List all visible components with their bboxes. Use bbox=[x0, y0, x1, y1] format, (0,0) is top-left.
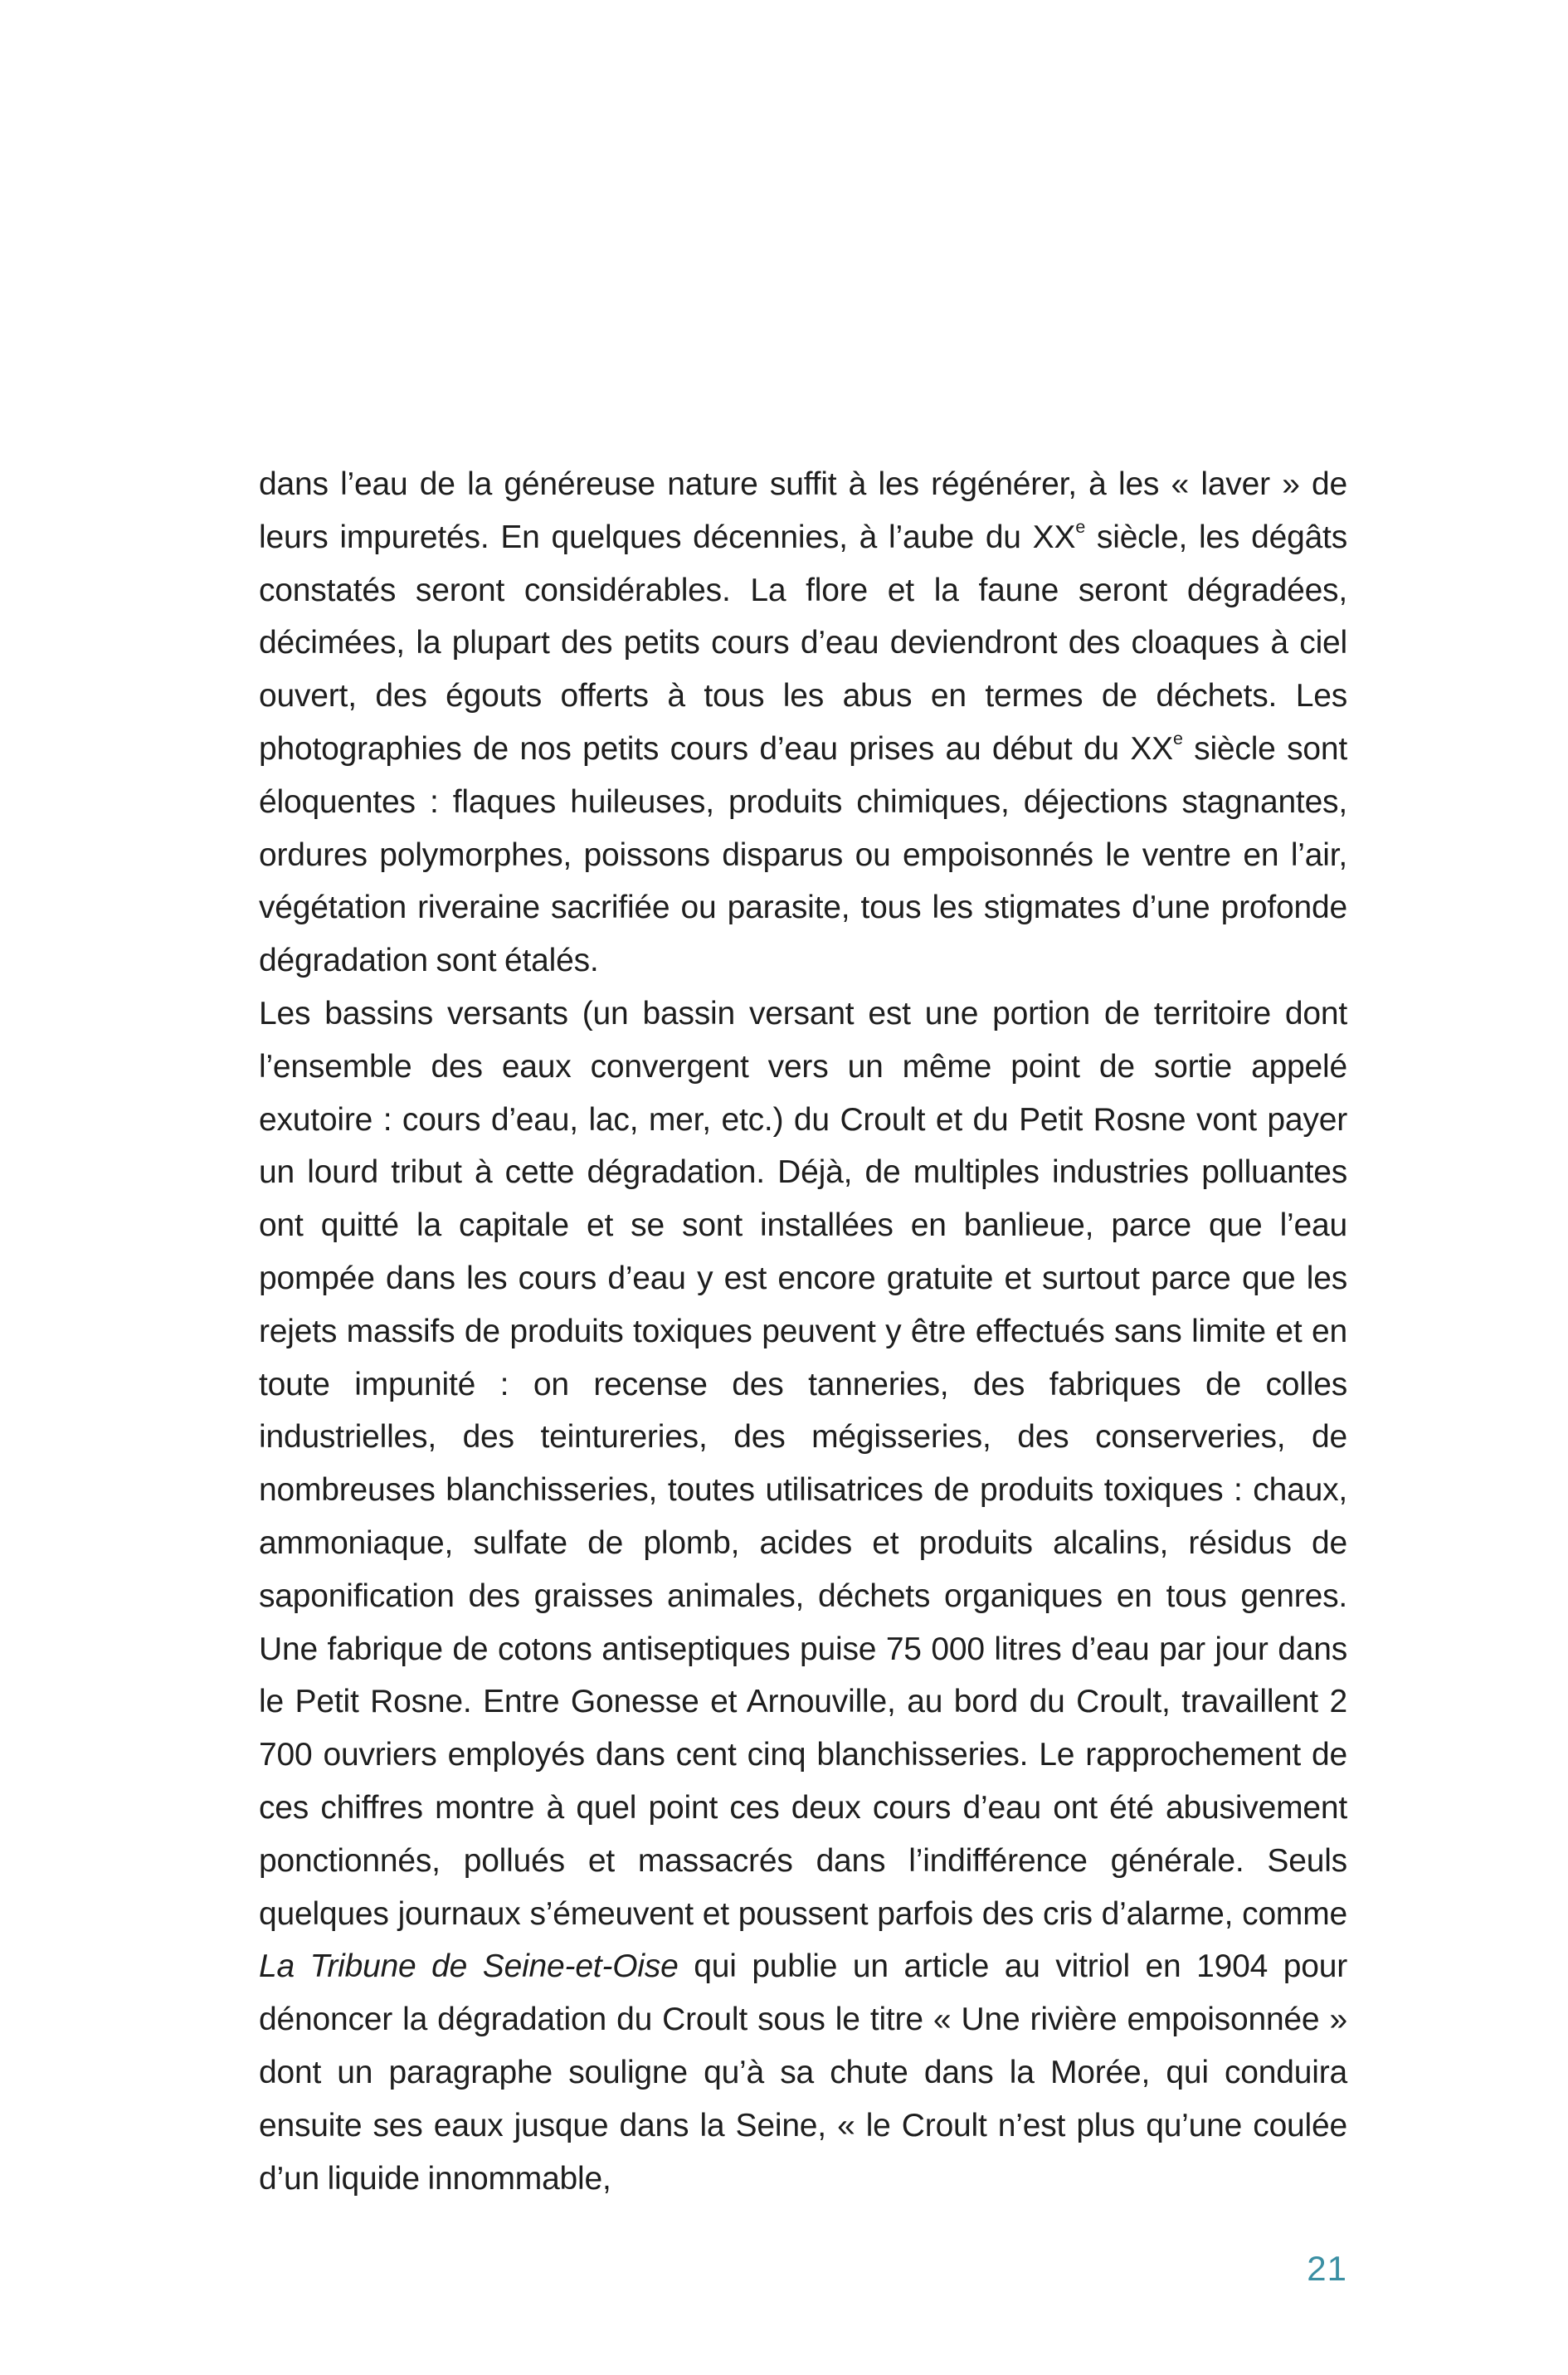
paragraph-1 bbox=[259, 458, 1347, 988]
paragraph-2 bbox=[259, 988, 1347, 2205]
body-text bbox=[259, 458, 1347, 2205]
newspaper-title: La Tribune de Seine-et-Oise bbox=[259, 1948, 679, 1985]
paragraph-2-part-2: qui publie un article au vitriol en 1904 pour dénoncer la dégradation du Croult sous le titre « Une rivière empoisonnée » dont un paragraphe souligne qu’à sa chute dans la Morée, qui conduira ensuite ses eaux jusque dans la Seine, « le Croult n’est plus qu’une coulée d’un liquide innommable, bbox=[259, 1948, 1347, 2197]
century-superscript-1: e bbox=[1075, 516, 1086, 537]
paragraph-1-part-1: dans l’eau de la généreuse nature suffit à les régénérer, à les « laver » de leurs impuretés. En quelques décennies, à l’aube du XX bbox=[259, 466, 1347, 555]
century-superscript-2: e bbox=[1172, 728, 1183, 749]
page-number: 21 bbox=[1307, 2249, 1347, 2288]
paragraph-2-part-1: Les bassins versants (un bassin versant est une portion de territoire dont l’ensemble des eaux convergent vers un même point de sortie appelé exutoire : cours d’eau, lac, mer, etc.) du Croult et du Petit Rosne vont payer un lourd tribut à cette dégradation. Déjà, de multiples industries polluantes ont quitté la capitale et se sont installées en banlieue, parce que l’eau pompée dans les cours d’eau y est encore gratuite et surtout parce que les rejets massifs de produits toxiques peuvent y être effectués sans limite et en toute impunité : on recense des tanneries, des fabriques de colles industrielles, des teintureries, des mégisseries, des conserveries, de nombreuses blanchisseries, toutes utilisatrices de produits toxiques : chaux, ammoniaque, sulfate de plomb, acides et produits alcalins, résidus de saponification des graisses animales, déchets organiques en tous genres. Une fabrique de cotons antiseptiques puise 75 000 litres d’eau par jour dans le Petit Rosne. Entre Gonesse et Arnouville, au bord du Croult, travaillent 2 700 ouvriers employés dans cent cinq blanchisseries. Le rapprochement de ces chiffres montre à quel point ces deux cours d’eau ont été abusivement ponctionnés, pollués et massacrés dans l’indifférence générale. Seuls quelques journaux s’émeuvent et poussent parfois des cris d’alarme, comme bbox=[259, 995, 1347, 1932]
paragraph-1-part-3: siècle sont éloquentes : flaques huileuses, produits chimiques, déjections stagnantes, ordures polymorphes, poissons disparus ou empoisonnés le ventre en l’air, végétation riveraine sacrifiée ou parasite, tous les stigmates d’une profonde dégradation sont étalés. bbox=[259, 730, 1348, 979]
paragraph-1-part-2: siècle, les dégâts constatés seront considérables. La flore et la faune seront dégradées, décimées, la plupart des petits cours d’eau deviendront des cloaques à ciel ouvert, des égouts offerts à tous les abus en termes de déchets. Les photographies de nos petits cours d’eau prises au début du XX bbox=[259, 519, 1347, 767]
